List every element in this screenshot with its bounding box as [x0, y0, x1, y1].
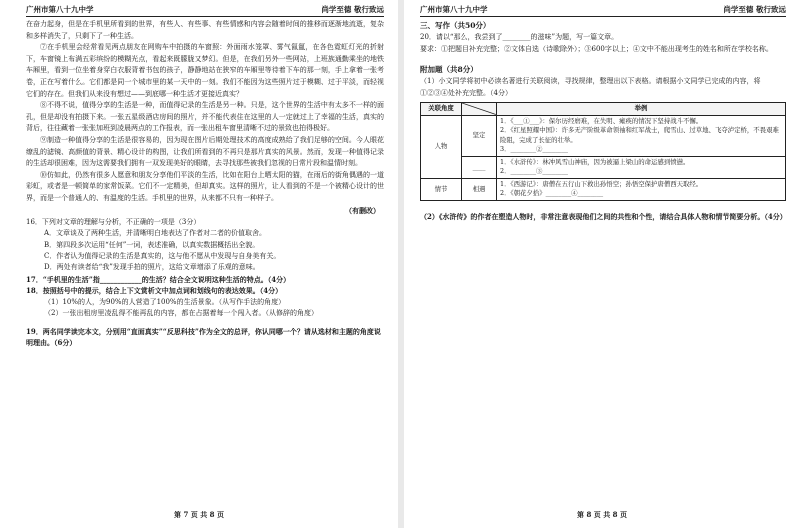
diagonal-line [462, 103, 496, 115]
right-page [404, 0, 800, 528]
option-c: C．作者认为值得记录的生活是真实的，这与他不愿从中发现与自身美有关。 [44, 251, 281, 260]
question-19: 19．两名同学读完本文，分别用“直面真实”“反思科技”作为全文的总评，你认同哪一个？请从选材和主题的角度说明理由。（6分） [26, 326, 381, 348]
school-motto: 尚学至德 敬行致远 [723, 5, 786, 14]
left-page [0, 0, 398, 528]
example-line: 1．《水浒传》：林冲风雪山神庙，因为被逼上梁山的命运感到愤懑。 [500, 157, 690, 166]
question-18-item-2: （2）一张出租房里凌乱得不能再乱的内容，都在占据着每一个闯入者。（从修辞的角度） [44, 309, 318, 318]
table-row [421, 156, 786, 178]
bonus-question-2: （2）《水浒传》的作者在塑造人物时，非常注意表现他们之间的共性和个性，请结合具体人物和情节简要分析。（4分） [420, 211, 787, 221]
passage-paragraph: ⑧不得不说，值得分享的生活是一种，而值得记录的生活是另一种。只是，这个世界的生活中有太多不一样的面孔，但是却没有拍摄下来。一张五星级酒店房间的照片，并不能代表住在这里的人一定就过上了幸福的生活，真实的背后，往往藏着一张张加班到凌晨两点的工作报表，而一张出租车窗里清晰不过的景致也拍得极好。 [26, 101, 384, 133]
bonus-intro: （1）小文同学将初中必读名著进行关联阅读，寻找规律，整理出以下表格。请根据小文同学已完成的内容，将①②③④处补充完整。（4分） [420, 77, 761, 97]
writing-section-title: 三、写作（共50分） [420, 21, 491, 30]
question-18-stem: 18．按照括号中的提示，结合上下文赏析文中加点词和划线句的表达效果。（4分） [26, 286, 283, 296]
school-name: 广州市第八十九中学 [26, 5, 94, 14]
bonus-title: 附加题（共8分） [420, 65, 478, 75]
option-b: B．第四段多次运用“任何”一词，表述准确，以真实数据概括出全貌。 [44, 240, 260, 249]
reading-table [420, 102, 786, 201]
category-cell: 情节 [421, 178, 462, 200]
question-17: 17．“手机里的生活”指____________的生活？结合全文说明这种生活的特点。（4分） [26, 274, 291, 284]
passage-paragraph: ⑩仿如此，仍然有很多人愿意和朋友分享他们平淡的生活，比如在阳台上晒太阳的猫，在雨后的街角偶遇的一道彩虹，或者是一顿简单的家常饭菜。它们不一定精美，但却真实。这样的照片，让人看到的不是一个被精心设计的世界，而是一个普通人的、有温度的生活。手机里的世界，从来都不只有一种样子。 [26, 170, 384, 202]
page-footer: 第 7 页 共 8 页 [174, 510, 224, 519]
writing-requirements: 要求：①把题目补充完整；②文体自选（诗歌除外）；③600字以上；④文中不能出现考生的姓名和所在学校名称。 [420, 44, 773, 53]
table-header-cell [462, 103, 497, 116]
passage-paragraph: ⑦在手机里会经常看见两点朋友在网购车中拍摄的车窗照：外面雨水笼罩、雾气氤氲，在各色霓虹灯光的折射下，车窗镜上布满五彩缤纷的模糊光点，看起来既朦胧又梦幻。但是，在我们另外一些网站，上班族通勤乘坐的地铁车厢里，看到一位坐着身穿白衣服背着书包的孩子，静静地站在狭窄的车厢里等待着下车的那一刻，手上拿着一张考卷，正在写着什么。它们都是同一个城市里的某一天中的一刻。我们不能因为这些照片过于模糊、过于平淡，而轻视它们的存在。但我们从来没有想过——到底哪一种生活才更接近真实？ [26, 43, 384, 98]
page-footer: 第 8 页 共 8 页 [577, 510, 627, 519]
example-line: 1．《西游记》：唐僧在五行山下救出孙悟空；孙悟空保护唐僧西天取经。 [500, 179, 703, 188]
school-motto: 尚学至德 敬行致远 [321, 5, 384, 14]
table-header-cell: 举例 [497, 103, 786, 116]
example-cell [497, 156, 786, 178]
subcategory-cell: 坚定 [462, 115, 497, 156]
example-line: 1．《___①___》：保尔历经磨难，在失明、瘫痪的情况下坚持战斗不懈。 [500, 116, 703, 125]
subcategory-cell: 相遇 [462, 178, 497, 200]
right-page-header [420, 4, 786, 17]
example-line: 2．________③________ [500, 167, 568, 176]
example-cell [497, 115, 786, 156]
source-note: （有删改） [345, 205, 380, 215]
table-row [421, 178, 786, 200]
question-16-stem: 16．下列对文章的理解与分析，不正确的一项是（3分） [26, 217, 201, 226]
option-a: A．文章谈及了两种生活，并清晰明白地表达了作者对二者的价值取舍。 [44, 229, 267, 238]
passage-paragraph: ⑨制造一种值得分享的生活是很容易的，因为现在图片后期处理技术的高度成熟给了我们足够的空间。今人眼花缭乱的滤镜、高颜值的背景、精心设计的构图，让我们所看到的不再只是那片真实的风景。然而，发现一种值得记录的生活却很困难，因为这需要我们拥有一双发现美好的眼睛，去寻找那些被我们忽视的日常片段和温情时刻。 [26, 135, 384, 168]
table-header-row [421, 103, 786, 116]
question-18-item-1: （1）10%的人，为90%的人营造了100%的生活景象。（从写作手法的角度） [44, 297, 286, 306]
question-20: 20．请以“那么，我尝到了________的滋味”为题，写一篇文章。 [420, 33, 619, 41]
school-name: 广州市第八十九中学 [420, 5, 488, 14]
example-cell [497, 178, 786, 200]
category-cell: 人物 [421, 115, 462, 178]
passage-paragraph: 在奋力起身，但是在手机里所看到的世界，有些人、有些事、有些情感和内容会随着时间的推移而逐渐地流逝，复杂和多样消失了，只剩下了一种生活。 [26, 20, 384, 40]
example-line: 2．《朝花夕拾》________④________ [500, 189, 604, 198]
left-page-header [26, 4, 384, 17]
subcategory-cell: ____ [462, 156, 497, 178]
example-line: 2．《红星照耀中国》：许多无产阶级革命领袖和红军战士，爬雪山、过草地、飞夺泸定桥，不畏艰难险阻，完成了长征的壮举。 [500, 126, 779, 144]
table-row [421, 115, 786, 156]
example-line: 3．________②________ [500, 145, 568, 154]
option-d: D．两处有读者给“我”发现手拍的照片，这给文章增添了乐观的意味。 [44, 263, 260, 272]
table-header-cell: 关联角度 [421, 103, 462, 116]
